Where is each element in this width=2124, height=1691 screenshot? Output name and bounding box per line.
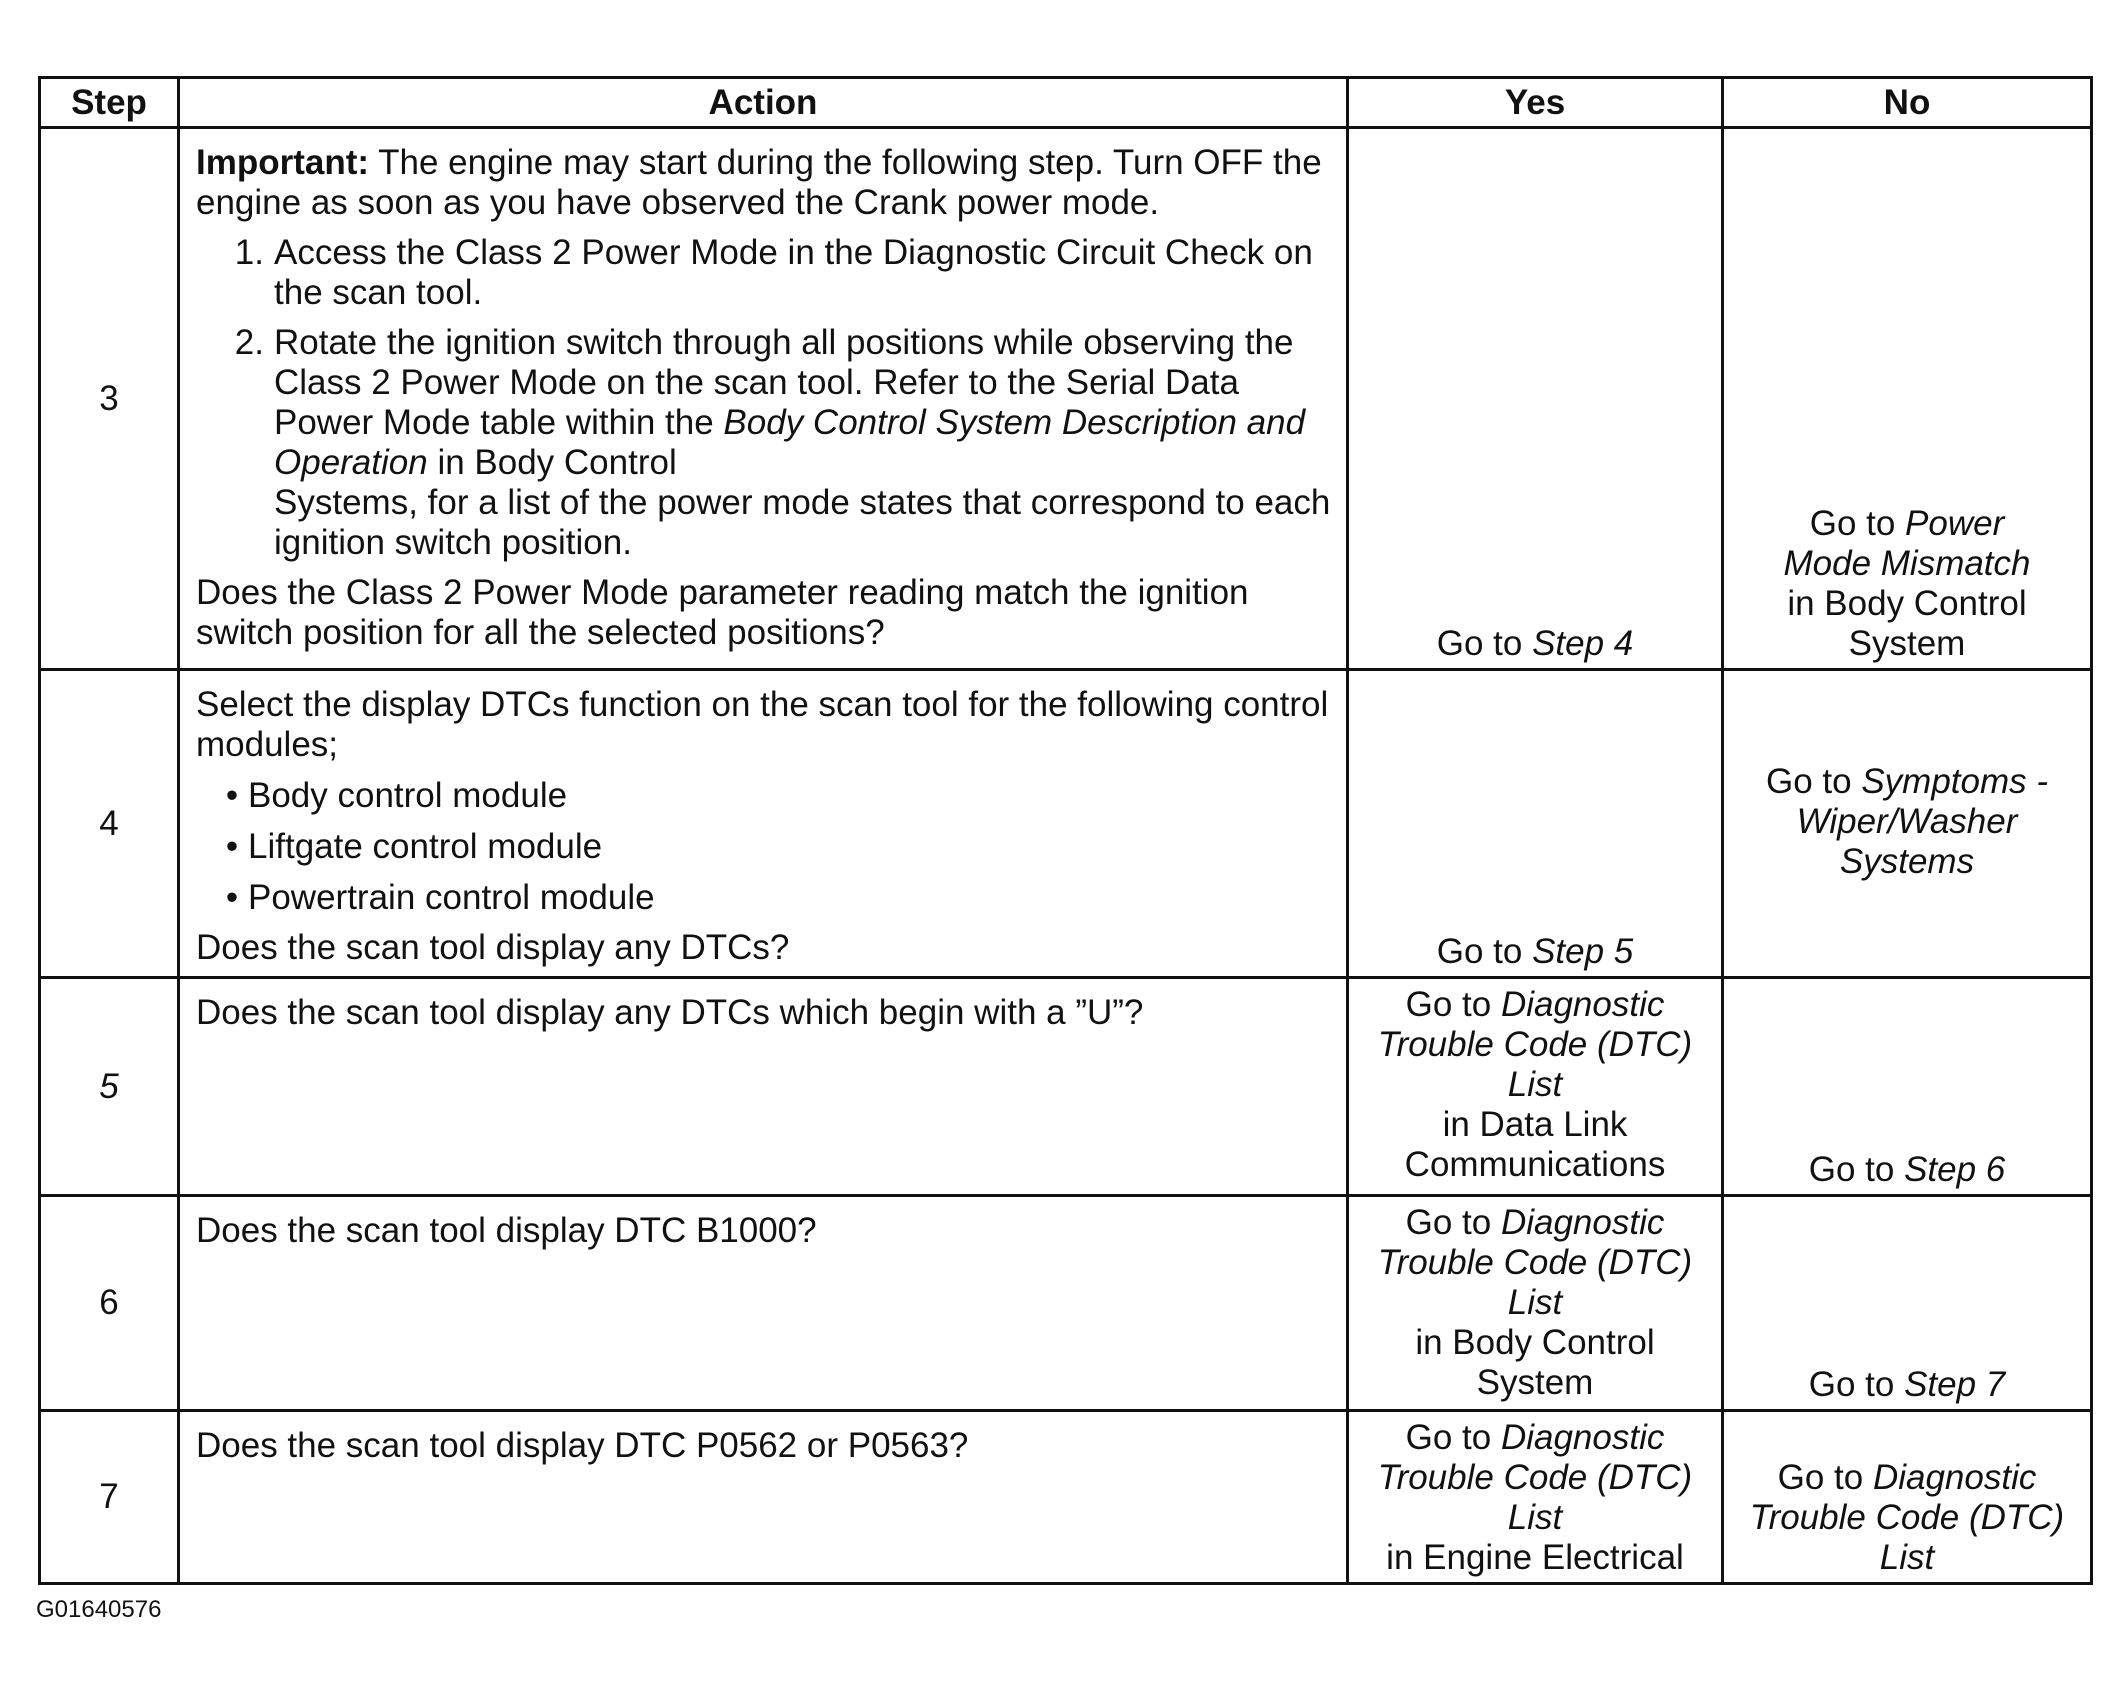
step-link[interactable]: Step 4 xyxy=(1532,624,1634,663)
step-number: 7 xyxy=(40,1411,179,1584)
list-item xyxy=(196,776,1332,816)
go-to-prefix: Go to xyxy=(1405,985,1501,1024)
step-number: 3 xyxy=(40,128,179,670)
reference-location: in Body Control System xyxy=(1787,584,2027,663)
action-cell xyxy=(179,1411,1348,1584)
go-to-prefix: Go to xyxy=(1405,1418,1501,1457)
reference-location: in Engine Electrical xyxy=(1386,1538,1684,1577)
table-row xyxy=(40,128,2092,670)
reference-link[interactable]: Diagnostic Trouble Code (DTC) List xyxy=(1749,1458,2065,1577)
question-text: Does the scan tool display DTC P0562 or P0563? xyxy=(196,1426,969,1465)
list-text-b: in Body Control xyxy=(427,443,677,482)
important-text: The engine may start during the following step. Turn OFF the engine as soon as you have observed the Crank power mode. xyxy=(196,143,1322,222)
yes-cell xyxy=(1348,1411,1723,1584)
step-link[interactable]: Step 5 xyxy=(1532,932,1634,971)
step-number: 6 xyxy=(40,1196,179,1411)
question-text: Does the Class 2 Power Mode parameter reading match the ignition switch position for all the selected positions? xyxy=(196,573,1249,652)
reference-link[interactable]: Diagnostic Trouble Code (DTC) List xyxy=(1377,1418,1693,1537)
action-cell xyxy=(179,1196,1348,1411)
reference-location: in Data Link Communications xyxy=(1404,1105,1666,1184)
list-text: Access the Class 2 Power Mode in the Diagnostic Circuit Check on the scan tool. xyxy=(274,233,1313,312)
header-action: Action xyxy=(179,78,1348,128)
bullet-icon: • xyxy=(225,827,239,866)
no-cell xyxy=(1723,978,2092,1196)
go-to-prefix: Go to xyxy=(1777,1458,1873,1497)
list-item xyxy=(196,827,1332,867)
list-text: Body control module xyxy=(248,776,568,815)
diagnostic-table xyxy=(38,76,2093,1585)
table-header-row xyxy=(40,78,2092,128)
header-step: Step xyxy=(40,78,179,128)
step-link[interactable]: Step 6 xyxy=(1904,1150,2006,1189)
no-cell xyxy=(1723,128,2092,670)
list-number: 1. xyxy=(234,233,264,272)
reference-link[interactable]: Symptoms - Wiper/Washer Systems xyxy=(1796,761,2049,881)
bullet-icon: • xyxy=(225,878,239,917)
list-number: 2. xyxy=(234,323,264,362)
header-yes: Yes xyxy=(1348,78,1723,128)
table-row xyxy=(40,1196,2092,1411)
go-to-prefix: Go to xyxy=(1808,1150,1905,1189)
yes-cell xyxy=(1348,128,1723,670)
reference-location: in Body Control System xyxy=(1415,1323,1655,1402)
list-item xyxy=(196,878,1332,918)
question-text: Does the scan tool display any DTCs which begin with a ”U”? xyxy=(196,993,1144,1032)
intro-text: Select the display DTCs function on the scan tool for the following control modules; xyxy=(196,685,1329,764)
question-text: Does the scan tool display DTC B1000? xyxy=(196,1211,817,1250)
reference-link[interactable]: Diagnostic Trouble Code (DTC) List xyxy=(1377,985,1693,1104)
list-text xyxy=(274,323,1332,563)
yes-cell xyxy=(1348,978,1723,1196)
action-cell xyxy=(179,670,1348,978)
go-to-prefix: Go to xyxy=(1765,761,1862,801)
table-row xyxy=(40,978,2092,1196)
important-note xyxy=(196,143,1332,223)
list-item xyxy=(196,233,1332,313)
reference-link[interactable]: Power Mode Mismatch xyxy=(1783,504,2031,583)
go-to-prefix: Go to xyxy=(1808,1365,1905,1404)
header-no: No xyxy=(1723,78,2092,128)
go-to-prefix: Go to xyxy=(1436,932,1533,971)
bullet-icon: • xyxy=(225,776,239,815)
action-cell xyxy=(179,128,1348,670)
list-text-a: Rotate the ignition switch through all positions while observing the Class 2 Power Mode on the scan tool. Refer to the Serial Data Power Mode table within the xyxy=(274,323,1294,442)
step-link[interactable]: Step 7 xyxy=(1904,1365,2006,1404)
step-number: 5 xyxy=(40,978,179,1196)
reference-link[interactable]: Diagnostic Trouble Code (DTC) List xyxy=(1377,1203,1693,1322)
go-to-prefix: Go to xyxy=(1405,1203,1501,1242)
list-text: Liftgate control module xyxy=(248,827,603,866)
list-text: Powertrain control module xyxy=(248,878,655,917)
reference-link[interactable]: Body Control System Description and Operation xyxy=(274,403,1306,482)
no-cell xyxy=(1723,670,2092,978)
yes-cell xyxy=(1348,1196,1723,1411)
list-item xyxy=(196,323,1332,563)
important-label: Important: xyxy=(196,143,370,182)
table-row xyxy=(40,1411,2092,1584)
figure-id: G01640576 xyxy=(36,1596,162,1623)
go-to-prefix: Go to xyxy=(1436,624,1533,663)
step-number: 4 xyxy=(40,670,179,978)
yes-cell xyxy=(1348,670,1723,978)
go-to-prefix: Go to xyxy=(1809,504,1906,543)
table-row xyxy=(40,670,2092,978)
action-cell xyxy=(179,978,1348,1196)
question-text: Does the scan tool display any DTCs? xyxy=(196,928,790,967)
no-cell xyxy=(1723,1411,2092,1584)
no-cell xyxy=(1723,1196,2092,1411)
list-text-c: Systems, for a list of the power mode states that correspond to each ignition switch position. xyxy=(274,483,1331,562)
